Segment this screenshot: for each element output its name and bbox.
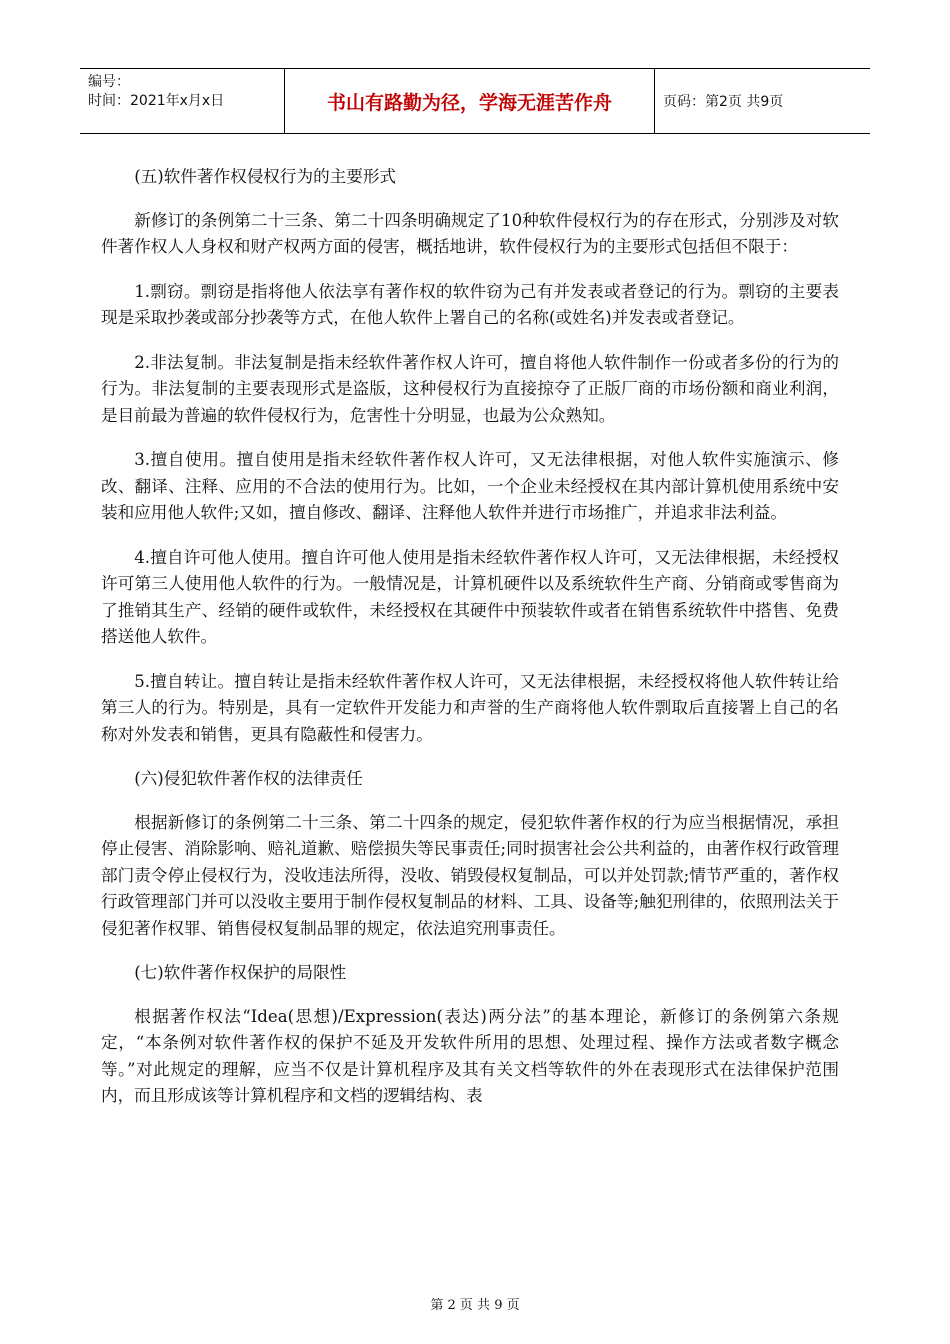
page-footer: 第 2 页 共 9 页 xyxy=(430,1298,520,1313)
section-heading: (六)侵犯软件著作权的法律责任 xyxy=(134,769,363,788)
number-label: 编号： xyxy=(88,74,130,90)
header-motto: 书山有路勤为径，学海无涯苦作舟 xyxy=(285,69,655,133)
paragraph: 3.擅自使用。擅自使用是指未经软件著作权人许可，又无法律根据，对他人软件实施演示、修改、翻译、注释、应用的不合法的使用行为。比如，一个企业未经授权在其内部计算机使用系统中安装和应用他人软件;又如，擅自修改、翻译、注释他人软件并进行市场推广，并追求非法利益。 xyxy=(101,450,839,522)
date-label: 时间：2021年x月x日 xyxy=(88,93,225,109)
paragraph: 2.非法复制。非法复制是指未经软件著作权人许可，擅自将他人软件制作一份或者多份的行为的行为。非法复制的主要表现形式是盗版，这种侵权行为直接掠夺了正版厂商的市场份额和商业利润，是目前最为普遍的软件侵权行为，危害性十分明显，也最为公众熟知。 xyxy=(101,352,839,425)
section-heading: (七)软件著作权保护的局限性 xyxy=(134,963,347,982)
paragraph: 根据新修订的条例第二十三条、第二十四条的规定，侵犯软件著作权的行为应当根据情况，承担停止侵害、消除影响、赔礼道歉、赔偿损失等民事责任;同时损害社会公共利益的，由著作权行政管理部门责令停止侵权行为，没收违法所得，没收、销毁侵权复制品，可以并处罚款;情节严重的，著作权行政管理部门并可以没收主要用于制作侵权复制品的材料、工具、设备等;触犯刑律的，依照刑法关于侵犯著作权罪、销售侵权复制品罪的规定，依法追究刑事责任。 xyxy=(101,812,839,938)
paragraph: 新修订的条例第二十三条、第二十四条明确规定了10种软件侵权行为的存在形式，分别涉及对软件著作权人人身权和财产权两方面的侵害，概括地讲，软件侵权行为的主要形式包括但不限于： xyxy=(101,210,839,256)
section-heading: (五)软件著作权侵权行为的主要形式 xyxy=(134,167,397,186)
paragraph: 5.擅自转让。擅自转让是指未经软件著作权人许可，又无法律根据，未经授权将他人软件转让给第三人的行为。特别是，具有一定软件开发能力和声誉的生产商将他人软件剽取后直接署上自己的名称对外发表和销售，更具有隐蔽性和侵害力。 xyxy=(101,671,839,744)
paragraph: 1.剽窃。剽窃是指将他人依法享有著作权的软件窃为己有并发表或者登记的行为。剽窃的主要表现是采取抄袭或部分抄袭等方式，在他人软件上署自己的名称(或姓名)并发表或者登记。 xyxy=(101,281,839,327)
paragraph: 根据著作权法“Idea(思想)/Expression(表达)两分法”的基本理论，新修订的条例第六条规定，“本条例对软件著作权的保护不延及开发软件所用的思想、处理过程、操作方法或者数字概念等。”对此规定的理解，应当不仅是计算机程序及其有关文档等软件的外在表现形式在法律保护范围内，而且形成该等计算机程序和文档的逻辑结构、表 xyxy=(101,1006,839,1105)
header-meta xyxy=(80,69,285,133)
paragraph: 4.擅自许可他人使用。擅自许可他人使用是指未经软件著作权人许可，又无法律根据，未经授权许可第三人使用他人软件的行为。一般情况是，计算机硬件以及系统软件生产商、分销商或零售商为了推销其生产、经销的硬件或软件，未经授权在其硬件中预装软件或者在销售系统软件中搭售、免费搭送他人软件。 xyxy=(101,547,839,646)
page-header xyxy=(80,68,870,134)
document-body xyxy=(101,164,839,1128)
header-page-info: 页码：第2页 共9页 xyxy=(663,94,784,110)
